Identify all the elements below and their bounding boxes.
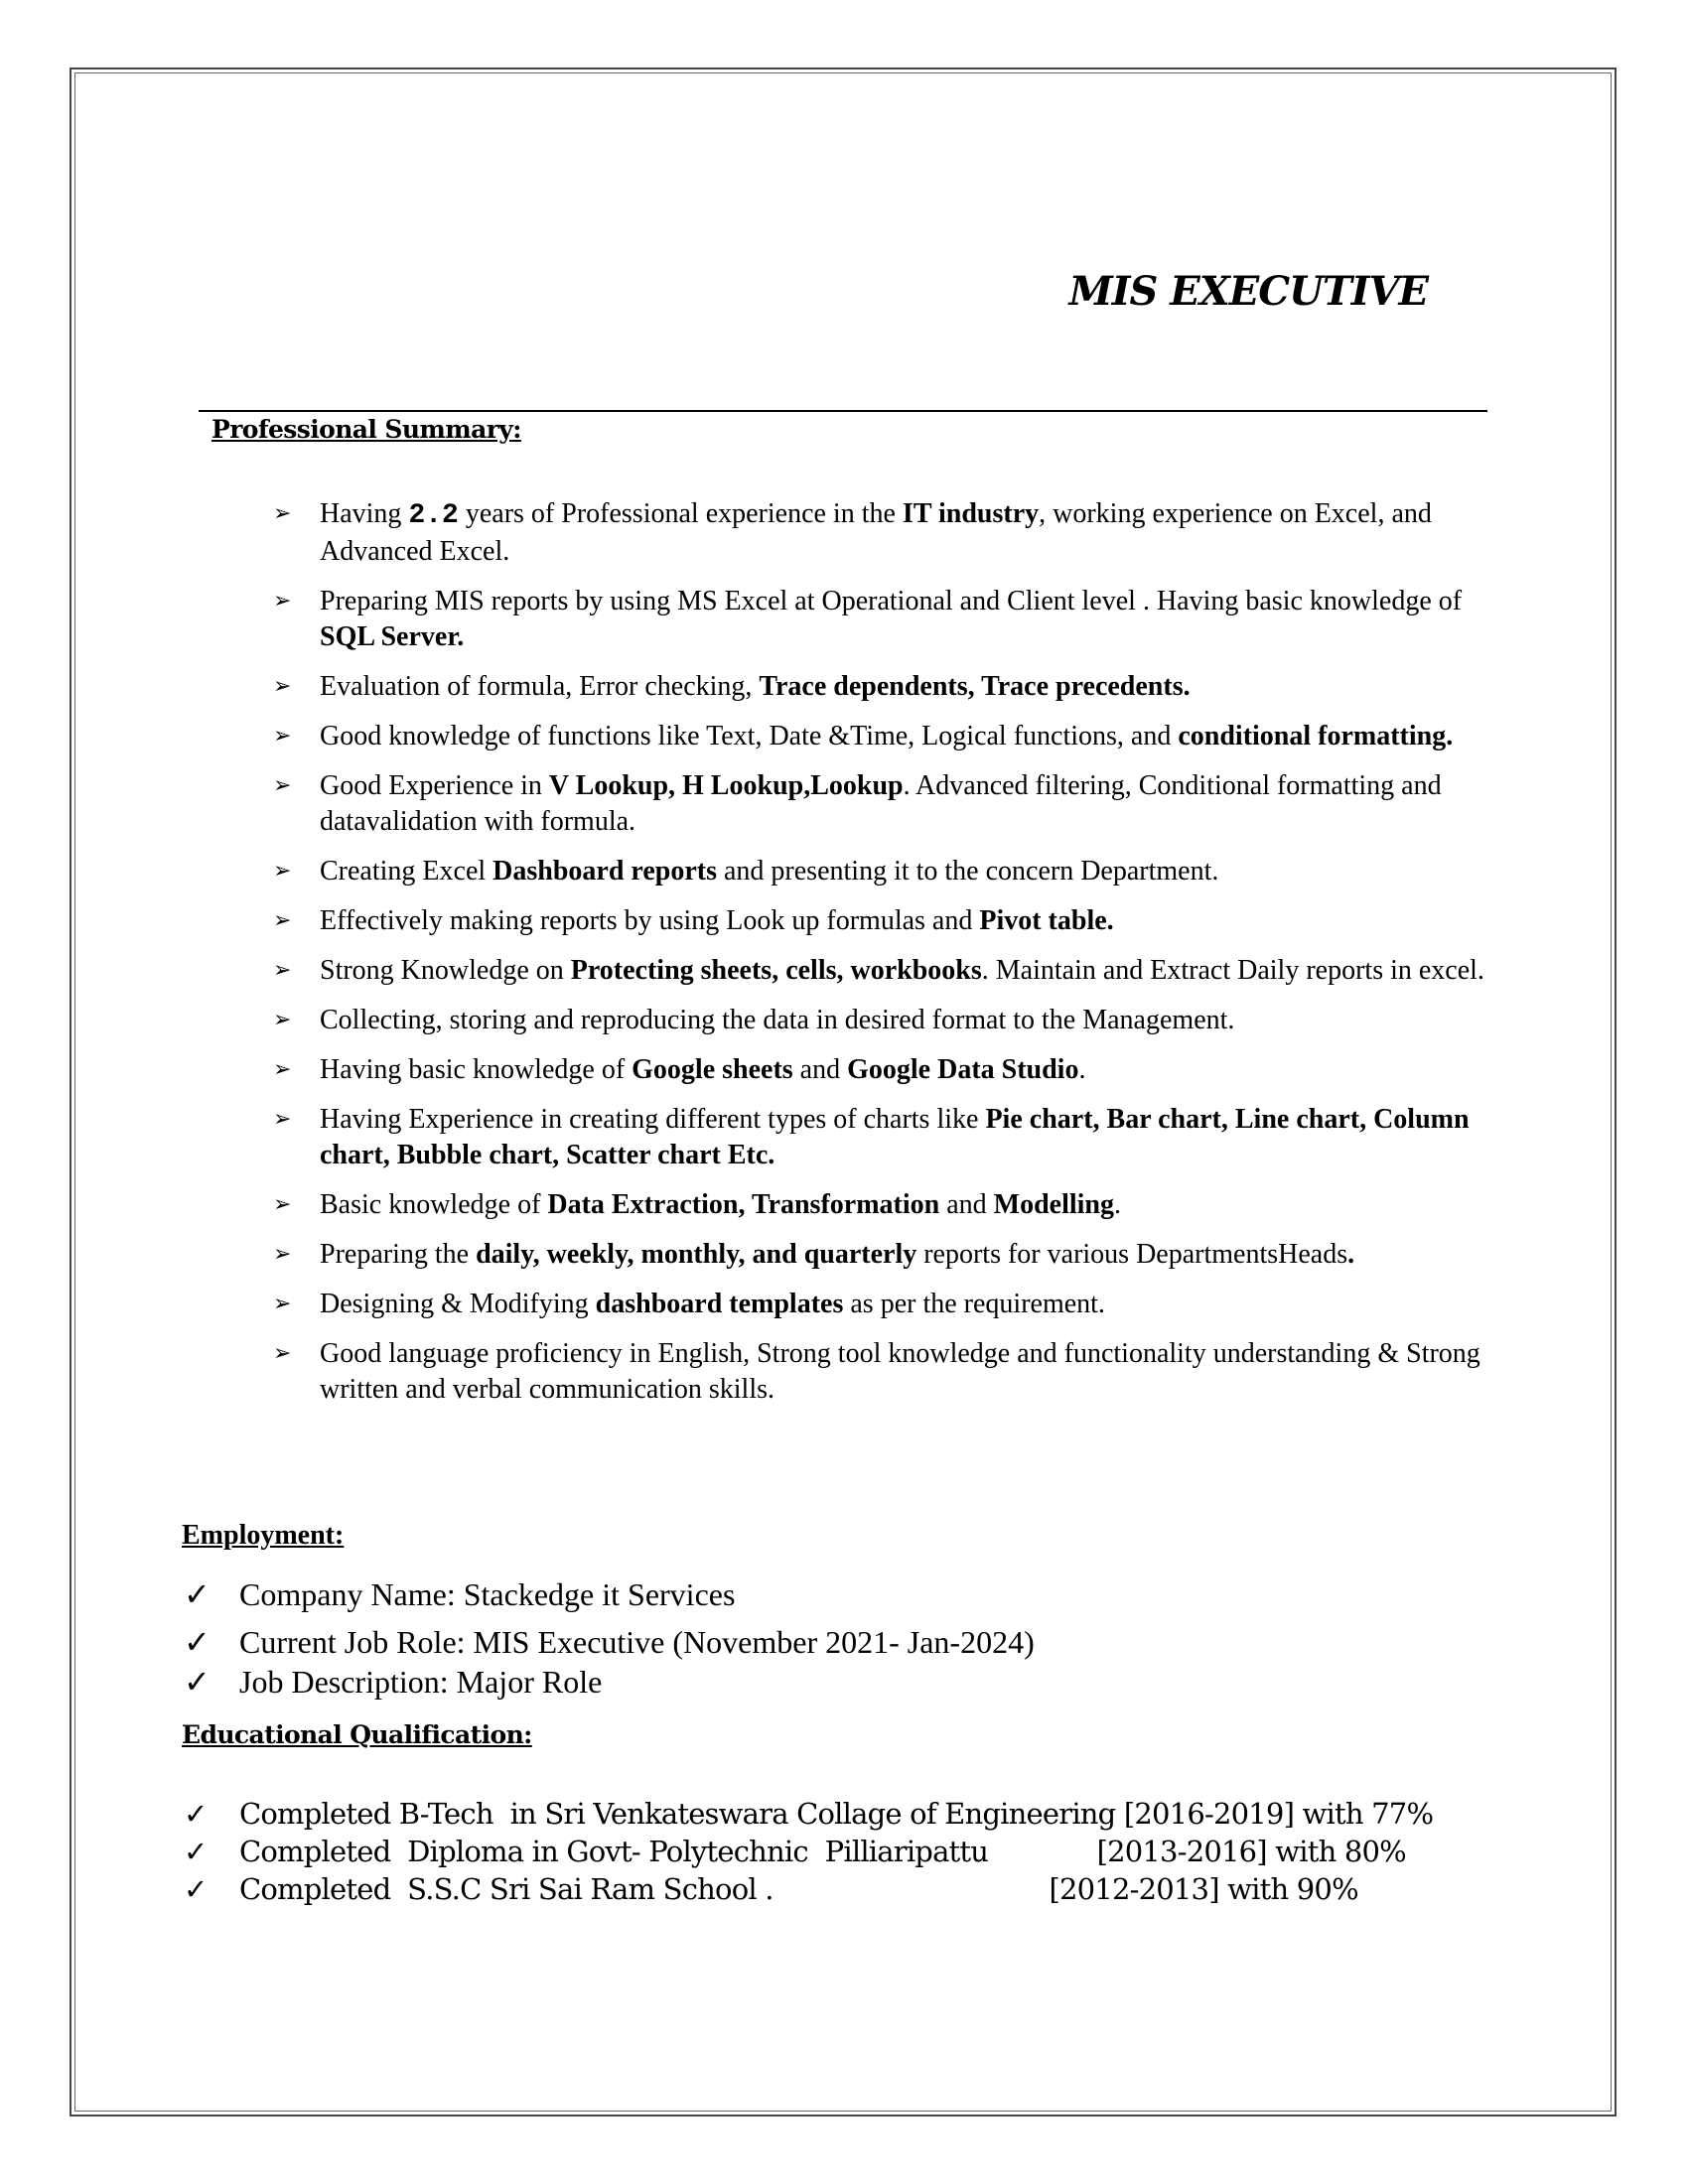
arrow-bullet-icon: ➢ — [273, 958, 292, 983]
summary-item: ➢ Having 2.2 years of Professional experience in the IT industry, working experience on Excel, and Advanced Excel. — [273, 498, 1432, 567]
professional-summary-list — [273, 496, 1484, 1422]
title-divider — [199, 410, 1487, 412]
summary-item: ➢ Good language proficiency in English, Strong tool knowledge and functionality understanding & Strong written and verbal communication skills. — [273, 1338, 1480, 1405]
professional-summary-heading: Professional Summary: — [211, 415, 521, 444]
summary-item: ➢ Basic knowledge of Data Extraction, Transformation and Modelling. — [273, 1187, 1484, 1223]
summary-item: ➢ Collecting, storing and reproducing the data in desired format to the Management. — [273, 1003, 1484, 1038]
checkmark-icon: ✓ — [184, 1663, 211, 1701]
arrow-bullet-icon: ➢ — [273, 1192, 292, 1217]
education-item: ✓ Completed Diploma in Govt- Polytechnic Pilliaripattu [2013-2016] with 80% — [184, 1835, 1406, 1868]
education-item: ✓ Completed S.S.C Sri Sai Ram School . [2012-2013] with 90% — [184, 1872, 1358, 1906]
summary-item: ➢ Good Experience in V Lookup, H Lookup,Lookup. Advanced filtering, Conditional formatting and datavalidation with formula. — [273, 770, 1442, 837]
summary-item: ➢ Good knowledge of functions like Text, Date &Time, Logical functions, and conditional formatting. — [273, 719, 1484, 754]
summary-item: ➢ Having Experience in creating different types of charts like Pie chart, Bar chart, Line chart, Column chart, Bubble chart, Scatter chart Etc. — [273, 1104, 1470, 1170]
summary-item: ➢ Strong Knowledge on Protecting sheets, cells, workbooks. Maintain and Extract Daily reports in excel. — [273, 953, 1484, 989]
summary-item: ➢ Preparing the daily, weekly, monthly, and quarterly reports for various DepartmentsHeads. — [273, 1237, 1484, 1273]
summary-item: ➢ Preparing MIS reports by using MS Excel at Operational and Client level . Having basic knowledge of SQL Server. — [273, 586, 1463, 652]
summary-item: ➢ Effectively making reports by using Look up formulas and Pivot table. — [273, 903, 1484, 939]
arrow-bullet-icon: ➢ — [273, 1008, 292, 1032]
education-list — [184, 1795, 1433, 1908]
arrow-bullet-icon: ➢ — [273, 1057, 292, 1082]
employment-heading: Employment: — [182, 1520, 345, 1551]
arrow-bullet-icon: ➢ — [273, 908, 292, 933]
summary-item: ➢ Designing & Modifying dashboard templates as per the requirement. — [273, 1287, 1484, 1322]
education-item: ✓ Completed B-Tech in Sri Venkateswara Collage of Engineering [2016-2019] with 77% — [184, 1797, 1434, 1831]
checkmark-icon: ✓ — [184, 1623, 211, 1661]
arrow-bullet-icon: ➢ — [273, 501, 292, 526]
arrow-bullet-icon: ➢ — [273, 1242, 292, 1267]
arrow-bullet-icon: ➢ — [273, 589, 292, 614]
arrow-bullet-icon: ➢ — [273, 1107, 292, 1132]
employment-list — [184, 1574, 1035, 1709]
arrow-bullet-icon: ➢ — [273, 1341, 292, 1366]
education-heading: Educational Qualification: — [182, 1720, 532, 1749]
checkmark-icon: ✓ — [184, 1575, 211, 1613]
arrow-bullet-icon: ➢ — [273, 724, 292, 749]
checkmark-icon: ✓ — [184, 1872, 208, 1906]
resume-title: MIS EXECUTIVE — [1068, 268, 1428, 315]
summary-item: ➢ Creating Excel Dashboard reports and presenting it to the concern Department. — [273, 854, 1484, 889]
checkmark-icon: ✓ — [184, 1835, 208, 1868]
arrow-bullet-icon: ➢ — [273, 674, 292, 699]
employment-item: ✓ Company Name: Stackedge it Services — [184, 1575, 736, 1613]
summary-item: ➢ Evaluation of formula, Error checking, Trace dependents, Trace precedents. — [273, 669, 1484, 705]
summary-item: ➢ Having basic knowledge of Google sheets and Google Data Studio. — [273, 1052, 1484, 1088]
arrow-bullet-icon: ➢ — [273, 1292, 292, 1316]
arrow-bullet-icon: ➢ — [273, 859, 292, 884]
checkmark-icon: ✓ — [184, 1797, 208, 1831]
employment-item: ✓ Current Job Role: MIS Executive (November 2021- Jan-2024) — [184, 1623, 1035, 1661]
arrow-bullet-icon: ➢ — [273, 773, 292, 798]
employment-item: ✓ Job Description: Major Role — [184, 1663, 603, 1701]
